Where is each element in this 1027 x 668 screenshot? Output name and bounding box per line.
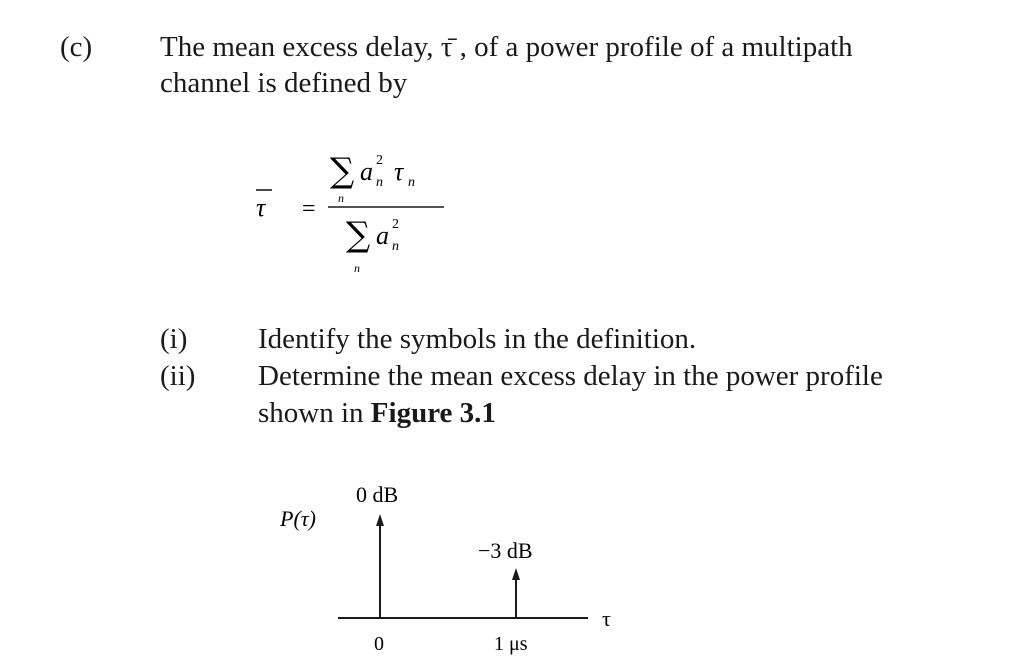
numerator-tau-subscript: n: [408, 175, 415, 190]
power-delay-profile-figure: [270, 470, 650, 660]
impulse-2-arrowhead: [512, 568, 520, 580]
subitem-ii-text-prefix: shown in: [258, 397, 371, 429]
denominator-a-subscript: n: [392, 239, 399, 254]
impulse-1-arrowhead: [376, 514, 384, 526]
numerator-sigma: ∑: [330, 151, 355, 191]
numerator-tau: τ: [394, 157, 404, 186]
subitem-i-text: Identify the symbols in the definition.: [258, 323, 697, 355]
formula-svg: [250, 140, 470, 290]
x-axis-label: τ: [602, 606, 611, 631]
x-tick-label-1us: 1 μs: [494, 633, 528, 655]
mean-excess-delay-formula: [250, 140, 470, 290]
question-label: (c): [60, 31, 93, 63]
numerator-sum-index: n: [338, 191, 344, 205]
question-text-line1: The mean excess delay, τ̄ , of a power profile of a multipath: [160, 31, 853, 63]
denominator-a: a: [376, 221, 389, 250]
x-tick-label-0: 0: [374, 633, 384, 655]
numerator-a-subscript: n: [376, 175, 383, 190]
y-axis-label: P(τ): [280, 506, 316, 531]
subitem-ii-text-line2: [258, 396, 496, 430]
figure-reference: Figure 3.1: [370, 397, 496, 429]
impulse-2-label: −3 dB: [478, 538, 533, 563]
subitem-ii-label: (ii): [160, 360, 196, 392]
subitem-ii-text-line1: Determine the mean excess delay in the power profile: [258, 360, 883, 392]
denominator-sum-index: n: [354, 261, 360, 275]
denominator-sigma: ∑: [346, 215, 371, 255]
equals-sign: =: [302, 196, 316, 222]
figure-svg: [270, 470, 650, 660]
subitem-i-label: (i): [160, 323, 188, 355]
numerator-a: a: [360, 157, 373, 186]
denominator-a-exponent: 2: [392, 217, 399, 232]
question-text-line2: channel is defined by: [160, 67, 408, 99]
numerator-a-exponent: 2: [376, 153, 383, 168]
lhs-tau: τ: [256, 193, 266, 222]
impulse-1-label: 0 dB: [356, 482, 399, 507]
